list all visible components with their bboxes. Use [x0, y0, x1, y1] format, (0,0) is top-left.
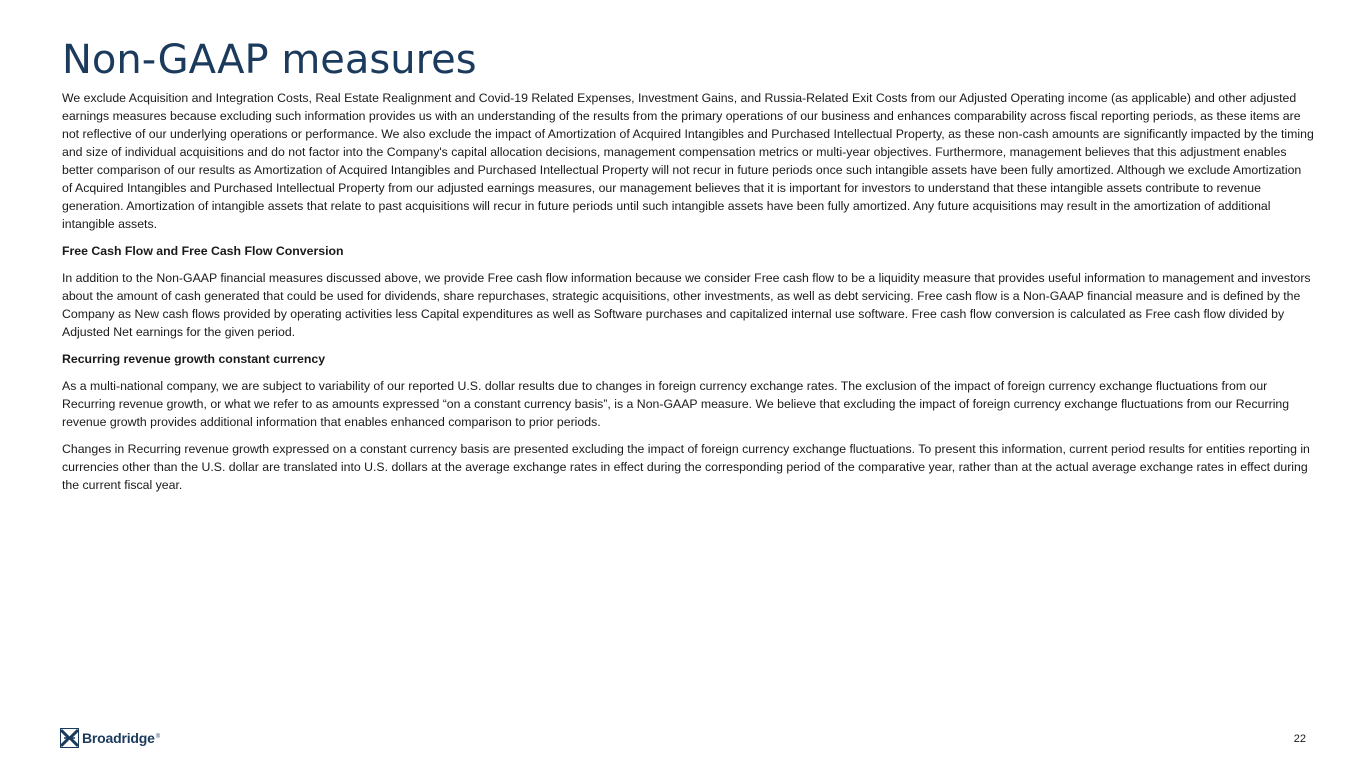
body-content — [62, 89, 1314, 503]
intro-paragraph: We exclude Acquisition and Integration Costs, Real Estate Realignment and Covid-19 Related Expenses, Investment Gains, and Russia-Related Exit Costs from our Adjusted Operating income (as applicable) and other adjusted earnings measures because excluding such information provides us with an understanding of the results from the primary operations of our business and enhances comparability across fiscal reporting periods, as these items are not reflective of our underlying operations or performance. We also exclude the impact of Amortization of Acquired Intangibles and Purchased Intellectual Property, as these non-cash amounts are significantly impacted by the timing and size of individual acquisitions and do not factor into the Company's capital allocation decisions, management compensation metrics or multi-year objectives. Furthermore, management believes that this adjustment enables better comparison of our results as Amortization of Acquired Intangibles and Purchased Intellectual Property will not recur in future periods once such intangible assets have been fully amortized. Although we exclude Amortization of Acquired Intangibles and Purchased Intellectual Property from our adjusted earnings measures, our management believes that it is important for investors to understand that these intangible assets contribute to revenue generation. Amortization of intangible assets that relate to past acquisitions will recur in future periods until such intangible assets have been fully amortized. Any future acquisitions may result in the amortization of additional intangible assets. — [62, 91, 1314, 231]
logo-wordmark: Broadridge — [82, 730, 155, 746]
broadridge-logo-mark-icon — [60, 728, 79, 748]
fcf-heading: Free Cash Flow and Free Cash Flow Conversion — [62, 244, 344, 258]
recurring-revenue-paragraph-2: Changes in Recurring revenue growth expressed on a constant currency basis are presented excluding the impact of foreign currency exchange fluctuations. To present this information, current period results for entities reporting in currencies other than the U.S. dollar are translated into U.S. dollars at the average exchange rates in effect during the corresponding period of the comparative year, rather than at the actual average exchange rates in effect during the current fiscal year. — [62, 442, 1310, 492]
recurring-revenue-heading: Recurring revenue growth constant currency — [62, 352, 326, 366]
recurring-revenue-paragraph-1: As a multi-national company, we are subject to variability of our reported U.S. dollar results due to changes in foreign currency exchange rates. The exclusion of the impact of foreign currency exchange fluctuations from our Recurring revenue growth, or what we refer to as amounts expressed “on a constant currency basis”, is a Non-GAAP measure. We believe that excluding the impact of foreign currency exchange fluctuations from our Recurring revenue growth provides additional information that enables enhanced comparison to prior periods. — [62, 379, 1290, 429]
broadridge-logo — [60, 728, 160, 748]
page-title: Non-GAAP measures — [62, 37, 477, 83]
page-number: 22 — [1293, 733, 1306, 745]
logo-registered-mark: ® — [155, 734, 161, 740]
fcf-paragraph: In addition to the Non-GAAP financial measures discussed above, we provide Free cash flow information because we consider Free cash flow to be a liquidity measure that provides useful information to management and investors about the amount of cash generated that could be used for dividends, share repurchases, strategic acquisitions, other investments, as well as debt servicing. Free cash flow is a Non-GAAP financial measure and is defined by the Company as New cash flows provided by operating activities less Capital expenditures as well as Software purchases and capitalized internal use software. Free cash flow conversion is calculated as Free cash flow divided by Adjusted Net earnings for the given period. — [62, 271, 1311, 339]
